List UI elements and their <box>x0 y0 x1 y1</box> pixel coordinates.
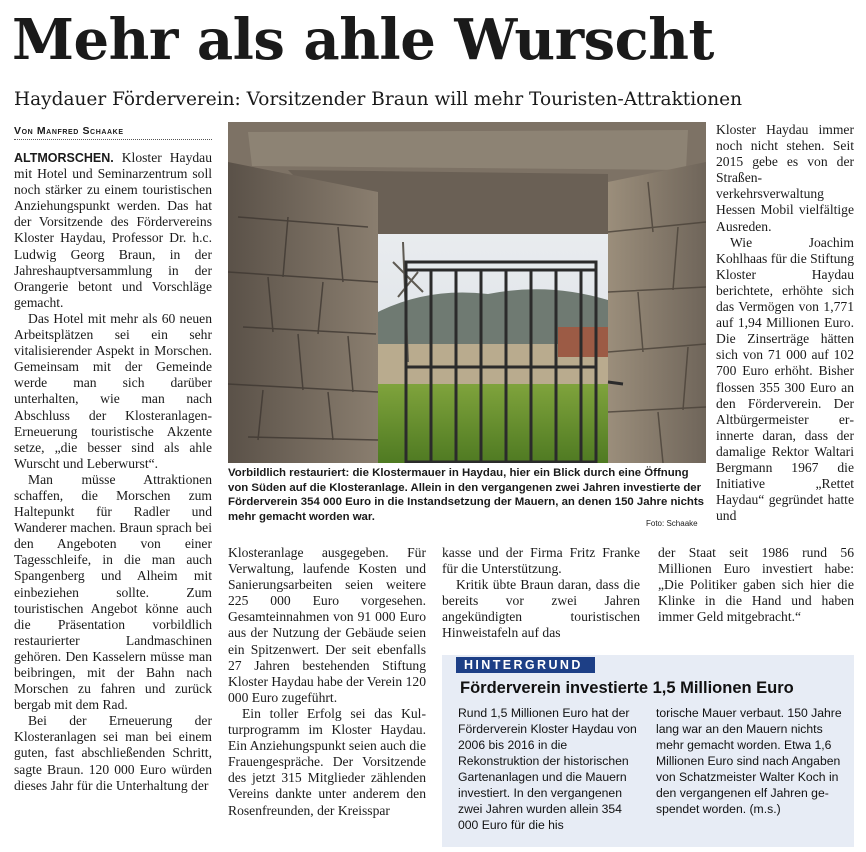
paragraph <box>716 235 854 525</box>
paragraph <box>14 150 212 311</box>
paragraph-text: Klosteranlage ausgegeben. Für Verwaltung, laufende Kosten und Sanierungsarbeiten seien weitere 225 000 Euro vorgesehen. Gesamteinnahmen von 91 000 Euro aus der Nutzung der Gebäude seien ein Spitzenwert. Der seit ebenfalls 27 Jahren bestehenden Stiftung Kloster Haydau habe der Verein 120 000 Euro zugeführt. <box>228 545 426 705</box>
box-paragraph: Rund 1,5 Millionen Euro hat der Förderverein Kloster Haydau von 2006 bis 2016 in die Rekonstruktion der historischen Gartenanlagen und die Mauern investiert. In den vergangenen zwei Jahren wurden allein 354 000 Euro für die his <box>458 706 637 832</box>
byline: Von Manfred Schaake <box>14 124 212 140</box>
paragraph-text: der Staat seit 1986 rund 56 Millionen Euro investiert habe: „Die Politiker gaben sich hier die Klinke in die Hand und haben immer Geld mitgebracht.“ <box>658 545 854 625</box>
paragraph <box>14 311 212 472</box>
box-text-column-2 <box>656 705 846 817</box>
photo-caption: Vorbildlich restauriert: die Klostermauer in Haydau, hier ein Blick durch eine Öffnung von Süden auf die Klosteranlage. Allein in den vergangenen zwei Jahren investierte der Förderverein 354 000 Euro in die Instandsetzung der Mauern, an denen 150 Jahre nichts mehr gemacht worden war. <box>228 467 705 523</box>
box-paragraph: torische Mauer verbaut. 150 Jahre lang war an den Mauern nichts mehr gemacht worden. Etwa 1,6 Millionen Euro sind nach Angaben von Schatzmeister Walter Koch in den vergangenen elf Jahren gespendet worden. (m.s.) <box>656 706 842 816</box>
paragraph-text: Bei der Erneuerung der Klosteranlagen sei man bei einem guten, fast abschließenden Schritt, sagte Braun. 120 000 Euro würden dieses Jahr für die Unterhaltung der <box>14 713 212 793</box>
photo-illustration <box>228 122 706 463</box>
paragraph <box>442 577 640 641</box>
paragraph-text: Kloster Haydau immer noch nicht stehen. Seit 2015 gebe es von der Straßenverkehrsverwaltung Hessen Mobil vielfältige Ausreden. <box>716 122 854 234</box>
paragraph-text: Kloster Haydau mit Hotel und Seminarzentrum soll noch stärker zu einem touristischen Anziehungspunkt werden. Das hat der Vorsitzende des Fördervereins Kloster Haydau, Professor Dr. h.c. Ludwig Georg Braun, in der Jahreshauptversammlung in der Orangerie betont und Vorschläge gemacht. <box>14 150 212 310</box>
article-column-right-upper <box>716 122 854 524</box>
dateline: ALTMORSCHEN. <box>14 151 114 165</box>
headline: Mehr als ahle Wurscht <box>12 7 714 73</box>
paragraph <box>14 713 212 793</box>
paragraph-text: Wie Joachim Kohlhaas für die Stiftung Kloster Haydau berichtete, erhöhte sich das Vermögen von 1,771 auf 1,94 Millionen Euro. Die Zinserträge hätten sich von 71 000 auf 102 700 Euro erhöht. Bisher flossen 355 300 Euro an den Förderverein. Der Altbürgermeister erinnerte daran, dass der damalige Rektor Waltari Bergmann 1967 die Initiative „Rettet Haydau“ gegründet hatte und <box>716 234 854 524</box>
paragraph <box>228 545 426 706</box>
paragraph-text: Ein toller Erfolg sei das Kulturprogramm im Kloster Haydau. Ein Anziehungspunkt seien auch die Frauengespräche. Der Vorsitzende des jetzt 315 Mitglieder zählenden Vereins dankte unter anderem den Rosenfreunden, der Kreisspar <box>228 705 426 818</box>
article-column-right-lower <box>658 545 854 625</box>
subheadline: Haydauer Förderverein: Vorsitzender Braun will mehr Touristen-Attraktionen <box>14 89 743 110</box>
paragraph-text: Man müsse Attraktionen schaffen, die Morschen zum Haltepunkt für Radler und Wanderer machen. Braun sprach bei den Angeboten von einer Tagesschleife, in die man auch Spangenberg und Alheim mit einbeziehen sollte. Zum touristischen Angebot könne auch die Präsentation vorbildlich restaurierter Landmaschinen gehören. Den Kasselern müsse man beibringen, mit der Bahn nach Morschen zu fahren und zurück bergab mit dem Rad. <box>14 471 212 713</box>
paragraph-text: Kritik übte Braun daran, dass die bereits vor zwei Jahren angekündigten touristischen Hinweistafeln auf das <box>442 577 640 641</box>
background-info-box <box>442 655 854 847</box>
paragraph <box>442 545 640 577</box>
box-label: HINTERGRUND <box>456 657 595 673</box>
paragraph <box>658 545 854 625</box>
box-title: Förderverein investierte 1,5 Millionen Euro <box>460 679 794 697</box>
box-text-column-1 <box>458 705 642 833</box>
paragraph-text: Das Hotel mit mehr als 60 neuen Arbeitsplätzen sei ein sehr vitalisierender Aspekt in Morschen. Gemeinsam mit der Gemeinde werde man sich darüber unterhalten, wie man nach Abschluss der Klosteranlagen-Erneuerung touristische Akzente setze, „die besser sind als ahle Wurscht und Leberwurst“. <box>14 310 212 471</box>
article-column-1 <box>14 150 212 794</box>
photo-credit: Foto: Schaake <box>646 519 698 528</box>
article-column-2 <box>228 545 426 819</box>
paragraph <box>716 122 854 235</box>
photo-gate-in-wall <box>228 122 706 463</box>
paragraph <box>228 706 426 819</box>
paragraph-text: kasse und der Firma Fritz Franke für die Unterstützung. <box>442 545 640 577</box>
paragraph <box>14 472 212 713</box>
article-column-3 <box>442 545 640 642</box>
